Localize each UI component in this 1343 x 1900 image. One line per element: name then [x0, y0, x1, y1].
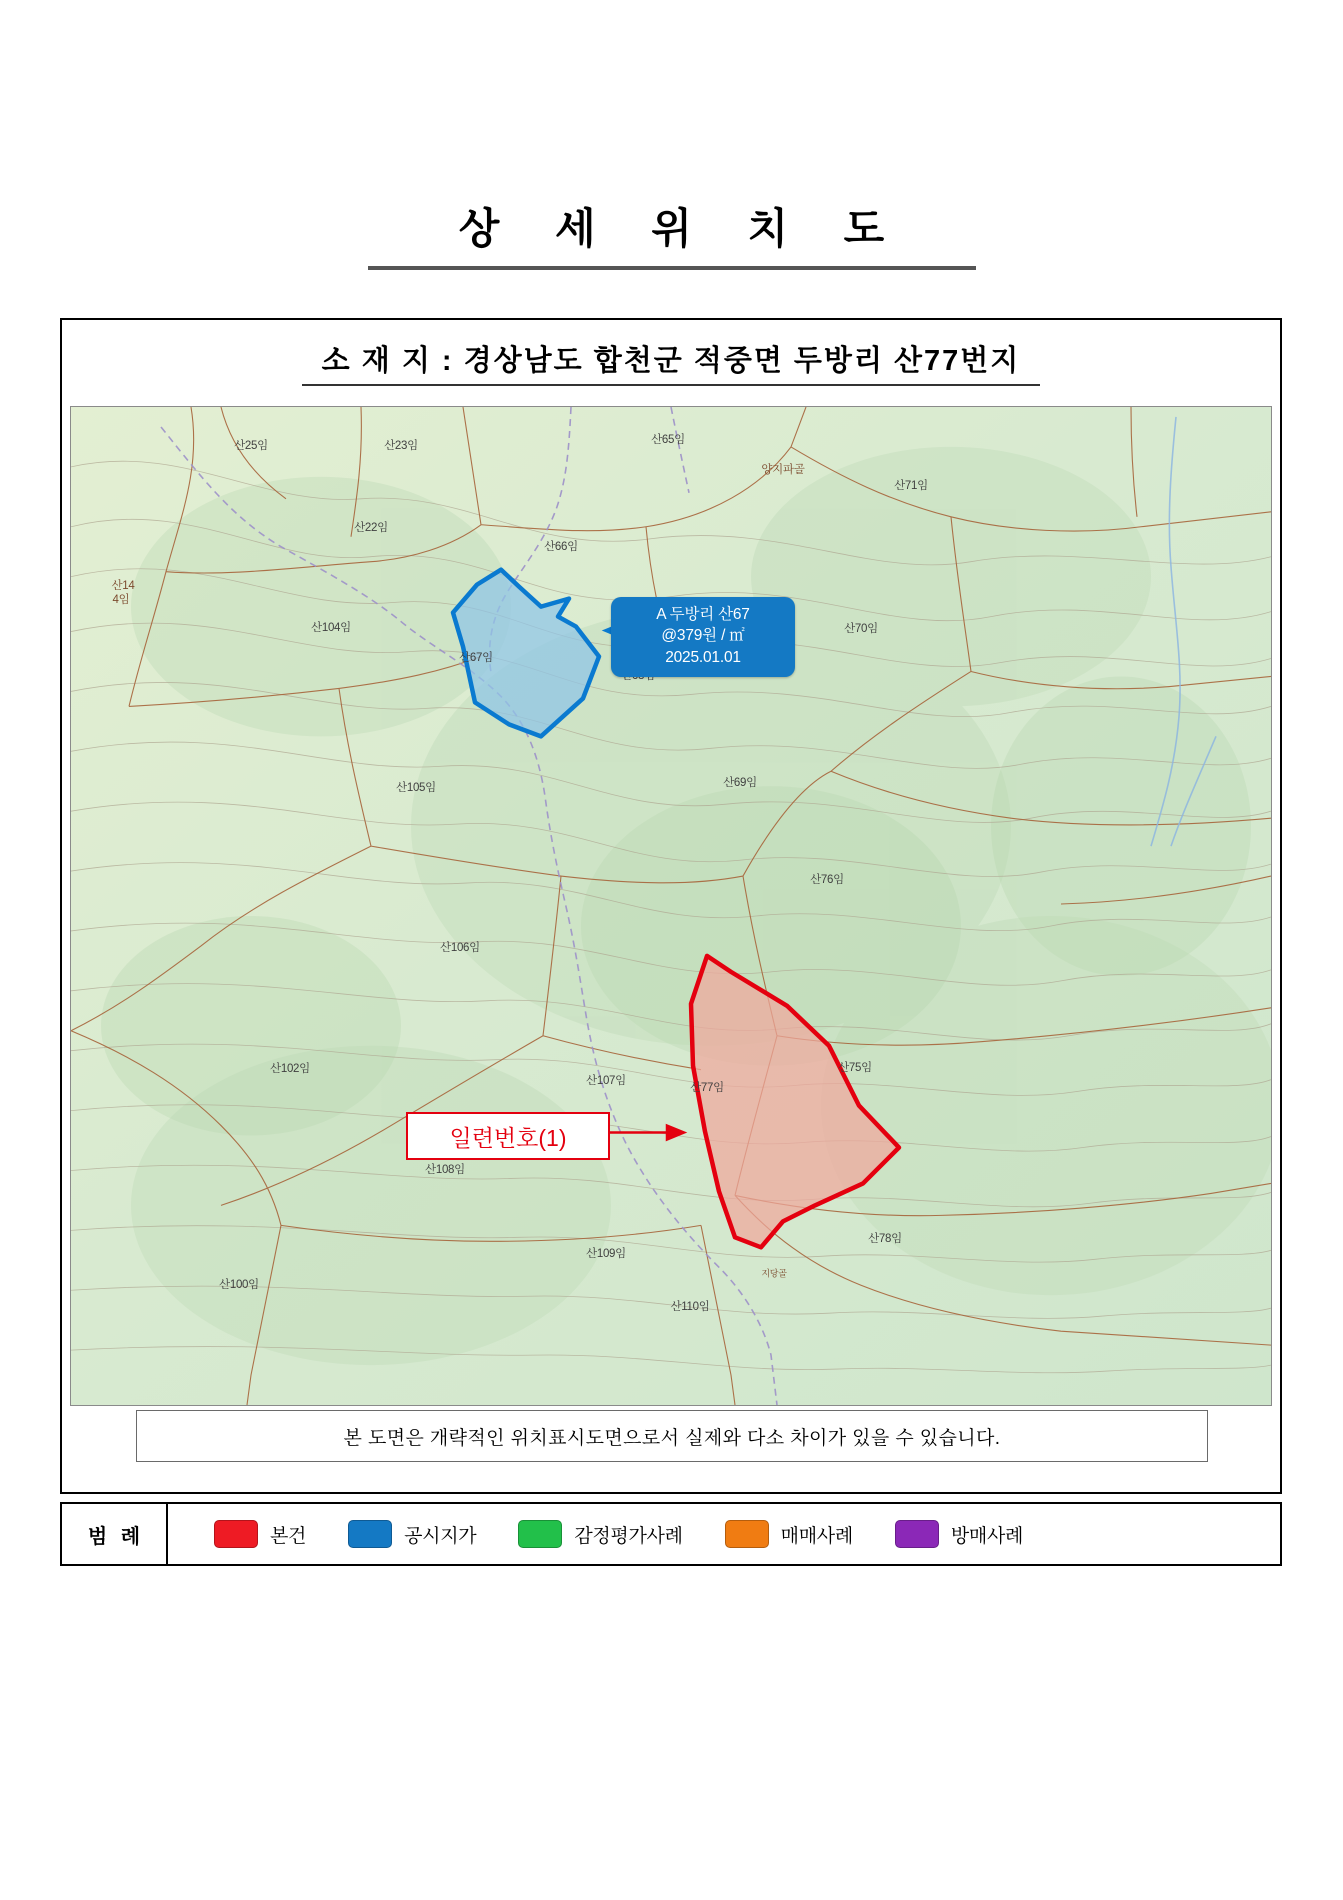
legend-swatch-appraisal-case	[518, 1520, 562, 1548]
blue-callout-line1: A 두방리 산67	[656, 606, 750, 623]
parcel-label: 산104임	[311, 622, 351, 634]
legend-item	[214, 1520, 306, 1548]
legend-item	[518, 1520, 682, 1548]
parcel-label: 산22임	[354, 522, 388, 534]
legend-label: 본건	[270, 1525, 307, 1547]
parcel-label: 산100임	[219, 1279, 259, 1291]
legend-label: 공시지가	[404, 1525, 477, 1547]
blue-callout	[611, 597, 795, 677]
parcel-label: 산70임	[844, 623, 878, 635]
blue-callout-line3: 2025.01.01	[665, 648, 741, 666]
sequence-number-callout: 일련번호(1)	[406, 1112, 610, 1160]
parcel-label: 산108임	[425, 1164, 465, 1176]
legend-swatch-subject	[214, 1520, 258, 1548]
parcel-label: 산109임	[586, 1248, 626, 1260]
parcel-label: 산69임	[723, 777, 757, 789]
location-header	[62, 320, 1280, 404]
place-label: 지당골	[761, 1268, 787, 1279]
disclaimer-note: 본 도면은 개략적인 위치표시도면으로서 실제와 다소 차이가 있을 수 있습니다.	[136, 1410, 1208, 1462]
parcel-label: 산107임	[586, 1075, 626, 1087]
legend-swatch-offer-case	[895, 1520, 939, 1548]
legend-label: 방매사례	[950, 1525, 1024, 1547]
parcel-label: 산76임	[810, 874, 844, 886]
parcel-label: 산102임	[270, 1063, 310, 1075]
title-underline	[368, 266, 976, 270]
parcel-label: 산23임	[384, 440, 418, 452]
legend	[60, 1502, 1282, 1566]
parcel-label-subject-red: 산77임	[690, 1082, 724, 1094]
blue-callout-line2: @379원 / ㎡	[661, 627, 745, 645]
legend-title: 범 례	[62, 1504, 168, 1564]
parcel-label: 산14	[111, 580, 135, 592]
location-text: 소 재 지 : 경상남도 합천군 적중면 두방리 산77번지	[302, 338, 1041, 386]
parcel-label-subject-blue: 산67임	[459, 652, 493, 664]
legend-item	[725, 1520, 853, 1548]
parcel-label: 산25임	[234, 440, 268, 452]
parcel-label: 산78임	[868, 1233, 902, 1245]
legend-item	[348, 1520, 476, 1548]
parcel-label: 산65임	[651, 434, 685, 446]
legend-swatch-official-price	[348, 1520, 392, 1548]
map-canvas[interactable]	[70, 406, 1272, 1406]
parcel-label: 4임	[112, 594, 130, 606]
parcel-label: 산71임	[894, 480, 928, 492]
map-sheet	[60, 318, 1282, 1494]
legend-items	[168, 1504, 1280, 1564]
page-title: 상 세 위 치 도	[458, 205, 907, 252]
parcel-label: 산106임	[440, 942, 480, 954]
legend-label: 매매사례	[780, 1525, 853, 1547]
place-label: 양지파골	[761, 464, 805, 476]
parcel-label: 산110임	[670, 1301, 710, 1313]
parcel-label: 산66임	[544, 541, 578, 553]
parcel-label: 산105임	[396, 782, 436, 794]
parcel-label: 산75임	[838, 1062, 872, 1074]
legend-swatch-sale-case	[725, 1520, 769, 1548]
legend-item	[895, 1520, 1023, 1548]
legend-label: 감정평가사례	[574, 1525, 683, 1547]
map-graphic	[71, 407, 1271, 1405]
